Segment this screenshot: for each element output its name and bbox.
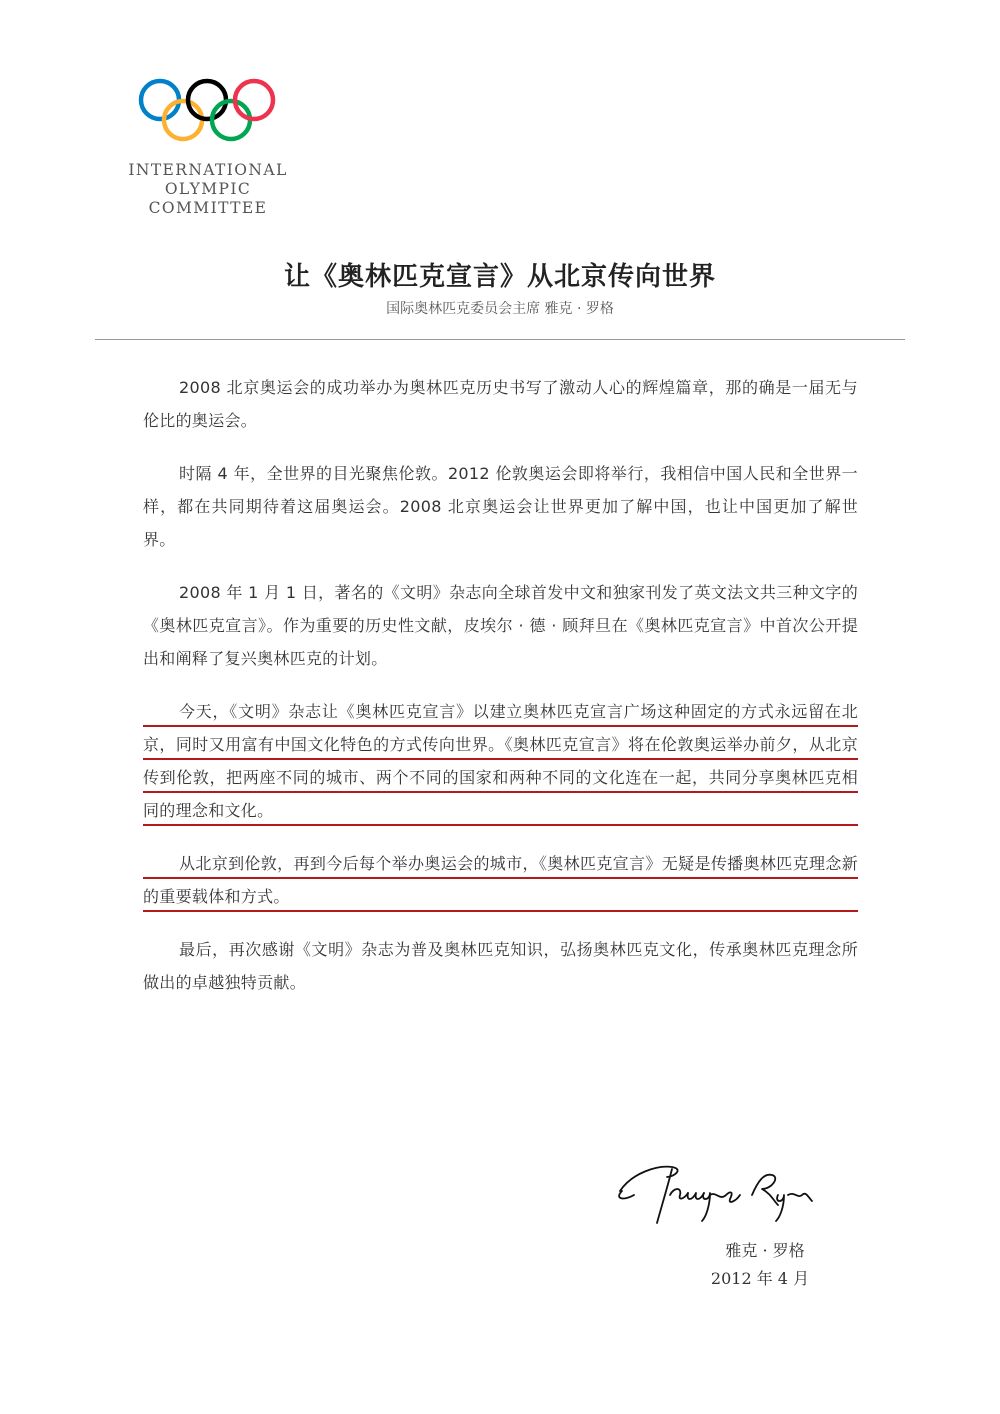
letter-body	[143, 371, 858, 1019]
logo-line: COMMITTEE	[148, 199, 268, 217]
page-title: 让《奥林匹克宣言》从北京传向世界	[283, 262, 716, 292]
paragraph: 时隔 4 年，全世界的目光聚焦伦敦。2012 伦敦奥运会即将举行，我相信中国人民和全世界一样，都在共同期待着这届奥运会。2008 北京奥运会让世界更加了解中国，也让中国更加了解世界。	[143, 464, 858, 549]
blue-ring	[141, 81, 179, 119]
yellow-ring	[164, 101, 202, 139]
letter-date: 2012 年 4 月	[710, 1269, 810, 1288]
underlined-paragraph: 今天，《文明》杂志让《奥林匹克宣言》以建立奥林匹克宣言广场这种固定的方式永远留在北京，同时又用富有中国文化特色的方式传向世界。《奥林匹克宣言》将在伦敦奥运举办前夕，从北京传到伦敦，把两座不同的城市、两个不同的国家和两种不同的文化连在一起，共同分享奥林匹克相同的理念和文化。	[143, 695, 858, 827]
red-ring	[235, 81, 273, 119]
logo-line: OLYMPIC	[164, 180, 252, 198]
olympic-rings-icon	[138, 76, 278, 146]
signatory-name: 雅克 · 罗格	[725, 1241, 805, 1260]
logo-wordmark	[128, 161, 288, 218]
underlined-paragraph: 从北京到伦敦，再到今后每个举办奥运会的城市，《奥林匹克宣言》无疑是传播奥林匹克理念新的重要载体和方式。	[143, 847, 858, 913]
green-ring	[212, 101, 250, 139]
author-byline	[0, 298, 1000, 318]
byline-text: 国际奥林匹克委员会主席 雅克 · 罗格	[386, 301, 614, 317]
paragraph: 2008 北京奥运会的成功举办为奥林匹克历史书写了激动人心的辉煌篇章，那的确是一届无与伦比的奥运会。	[143, 378, 858, 430]
black-ring	[188, 81, 226, 119]
paragraph: 最后，再次感谢《文明》杂志为普及奥林匹克知识，弘扬奥林匹克文化，传承奥林匹克理念所做出的卓越独特贡献。	[143, 940, 858, 992]
logo-line: INTERNATIONAL	[128, 161, 288, 179]
handwritten-signature	[612, 1155, 822, 1234]
paragraph: 2008 年 1 月 1 日，著名的《文明》杂志向全球首发中文和独家刊发了英文法文共三种文字的《奥林匹克宣言》。作为重要的历史性文献，皮埃尔 · 德 · 顾拜旦在《奥林匹克宣言》中首次公开提出和阐释了复兴奥林匹克的计划。	[143, 583, 858, 668]
header-divider	[95, 339, 905, 340]
